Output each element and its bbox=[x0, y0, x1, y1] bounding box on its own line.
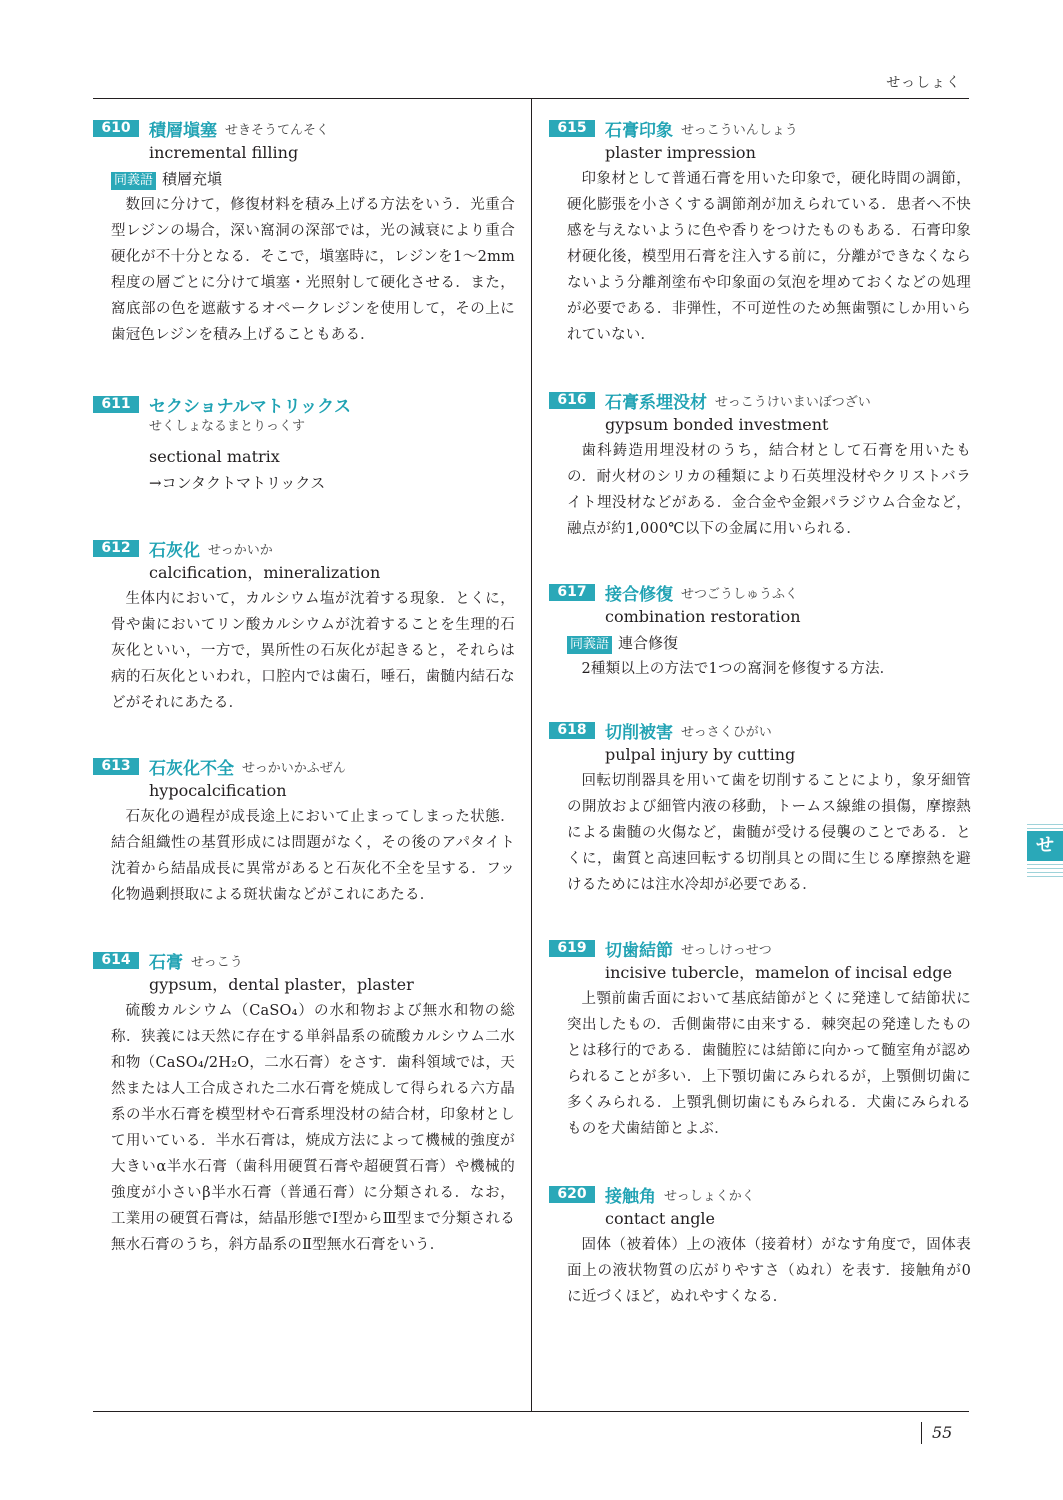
entry-head bbox=[93, 116, 515, 140]
entry-reading: せっしょくかく bbox=[664, 1188, 755, 1204]
entry-number: 616 bbox=[549, 392, 595, 409]
entry-615 bbox=[549, 116, 971, 348]
bottom-rule bbox=[93, 1411, 969, 1412]
entry-head bbox=[549, 936, 971, 960]
synonym-text: 積層充塡 bbox=[162, 170, 223, 188]
entry-618 bbox=[549, 718, 971, 898]
entry-610 bbox=[93, 116, 515, 348]
entry-english: contact angle bbox=[605, 1209, 716, 1228]
entry-body: 歯科鋳造用埋没材のうち，結合材として石膏を用いたもの．耐火材のシリカの種類により石英埋没材やクリストバライト埋没材などがある．金合金や金銀パラジウム合金など，融点が約1,000℃以下の金属に用いられる． bbox=[567, 443, 971, 537]
entry-611 bbox=[93, 392, 515, 496]
entry-616 bbox=[549, 388, 971, 542]
entry-number: 613 bbox=[93, 758, 139, 775]
entry-body: 2種類以上の方法で1つの窩洞を修復する方法． bbox=[581, 661, 895, 677]
entry-term: 接合修復 bbox=[605, 584, 673, 605]
entry-head bbox=[549, 1182, 971, 1206]
entry-term: 石膏系埋没材 bbox=[605, 392, 707, 413]
entry-english: sectional matrix bbox=[149, 447, 280, 466]
left-column bbox=[93, 116, 515, 1296]
cross-reference: →コンタクトマトリックス bbox=[149, 474, 326, 492]
page-number: 55 bbox=[921, 1422, 952, 1444]
entry-english: combination restoration bbox=[605, 607, 801, 626]
entry-reading: せつごうしゅうふく bbox=[681, 586, 799, 602]
entry-term: 積層塡塞 bbox=[149, 120, 217, 141]
entry-614 bbox=[93, 948, 515, 1258]
entry-head bbox=[549, 388, 971, 412]
index-tab-label: せ bbox=[1027, 831, 1063, 861]
entry-reading: せくしょなるまとりっくす bbox=[149, 419, 306, 434]
entry-term: セクショナルマトリックス bbox=[149, 396, 351, 417]
entry-head bbox=[549, 718, 971, 742]
entry-english: calcification，mineralization bbox=[149, 563, 381, 582]
entry-number: 620 bbox=[549, 1186, 595, 1203]
entry-reading: せっかいか bbox=[208, 542, 273, 558]
entry-term: 石灰化不全 bbox=[149, 758, 234, 779]
entry-number: 610 bbox=[93, 120, 139, 137]
entry-body: 数回に分けて，修復材料を積み上げる方法をいう．光重合型レジンの場合，深い窩洞の深部では，光の減衰により重合硬化が不十分となる．そこで，塡塞時に，レジンを1〜2mm程度の層ごとに分けて塡塞・光照射して硬化させる．また，窩底部の色を遮蔽するオペークレジンを使用して，その上に歯冠色レジンを積み上げることもある． bbox=[111, 197, 515, 343]
entry-body: 硫酸カルシウム（CaSO₄）の水和物および無水和物の総称．狭義には天然に存在する単斜晶系の硫酸カルシウム二水和物（CaSO₄/2H₂O，二水石膏）をさす．歯科領域では，天然または人工合成された二水石膏を焼成して得られる六方晶系の半水石膏を模型材や石膏系埋没材の結合材，印象材として用いている．半水石膏は，焼成方法によって機械的強度が大きいα半水石膏（歯科用硬質石膏や超硬質石膏）や機械的強度が小さいβ半水石膏（普通石膏）に分類される．なお，工業用の硬質石膏は，結晶形態でⅠ型からⅢ型まで分類される無水石膏のうち，斜方晶系のⅡ型無水石膏をいう． bbox=[111, 1003, 515, 1253]
entry-head bbox=[93, 392, 515, 416]
entry-reading: せっこう bbox=[191, 954, 243, 970]
entry-613 bbox=[93, 754, 515, 908]
entry-english: gypsum，dental plaster，plaster bbox=[149, 975, 414, 994]
entry-english: incremental filling bbox=[149, 143, 299, 162]
entry-number: 614 bbox=[93, 952, 139, 969]
entry-number: 611 bbox=[93, 396, 139, 413]
entry-number: 617 bbox=[549, 584, 595, 601]
entry-reading: せっさくひがい bbox=[681, 724, 772, 740]
synonym-label: 同義語 bbox=[567, 636, 612, 654]
entry-term: 石膏 bbox=[149, 952, 183, 973]
entry-body: 固体（被着体）上の液体（接着材）がなす角度で，固体表面上の液状物質の広がりやすさ（ぬれ）を表す．接触角が0に近づくほど，ぬれやすくなる． bbox=[567, 1237, 971, 1305]
synonym-text: 連合修復 bbox=[618, 634, 679, 652]
synonym-line bbox=[93, 166, 515, 192]
entry-reading: せっかいかふぜん bbox=[242, 760, 346, 776]
entry-english: gypsum bonded investment bbox=[605, 415, 829, 434]
entry-number: 618 bbox=[549, 722, 595, 739]
entry-head bbox=[549, 116, 971, 140]
running-head: せっしょく bbox=[886, 75, 961, 91]
entry-term: 接触角 bbox=[605, 1186, 656, 1207]
entry-term: 石膏印象 bbox=[605, 120, 673, 141]
entry-english: pulpal injury by cutting bbox=[605, 745, 796, 764]
entry-term: 切歯結節 bbox=[605, 940, 673, 961]
entry-620 bbox=[549, 1182, 971, 1310]
synonym-line bbox=[549, 630, 971, 656]
entry-617 bbox=[549, 580, 971, 682]
synonym-label: 同義語 bbox=[111, 172, 156, 190]
entry-term: 切削被害 bbox=[605, 722, 673, 743]
entry-head bbox=[93, 948, 515, 972]
column-divider bbox=[531, 98, 532, 1412]
entry-number: 619 bbox=[549, 940, 595, 957]
entry-head bbox=[93, 536, 515, 560]
entry-body: 上顎前歯舌面において基底結節がとくに発達して結節状に突出したもの．舌側歯帯に由来する．棘突起の発達したものとは移行的である．歯髄腔には結節に向かって髄室角が認められることが多い．上下顎切歯にみられるが，上顎側切歯に多くみられる．上顎乳側切歯にもみられる．犬歯にみられるものを犬歯結節とよぶ． bbox=[567, 991, 971, 1137]
entry-reading: せっこうけいまいぼつざい bbox=[715, 394, 871, 410]
entry-body: 生体内において，カルシウム塩が沈着する現象．とくに，骨や歯においてリン酸カルシウムが沈着することを生理的石灰化といい，一方で，異所性の石灰化が起きると，それらは病的石灰化といわれ，口腔内では歯石，唾石，歯髄内結石などがそれにあたる． bbox=[111, 591, 515, 711]
index-tab-se bbox=[1027, 821, 1063, 877]
entry-reading: せっしけっせつ bbox=[681, 942, 772, 958]
entry-english: plaster impression bbox=[605, 143, 756, 162]
entry-body: 印象材として普通石膏を用いた印象で，硬化時間の調節，硬化膨張を小さくする調節剤が加えられている．患者へ不快感を与えないように色や香りをつけたものもある．石膏印象材硬化後，模型用石膏を注入する前に，分離ができなくならないよう分離剤塗布や印象面の気泡を埋めておくなどの処理が必要である．非弾性，不可逆性のため無歯顎にしか用いられていない． bbox=[567, 171, 971, 343]
entry-619 bbox=[549, 936, 971, 1142]
entry-body: 石灰化の過程が成長途上において止まってしまった状態．結合組織性の基質形成には問題がなく，その後のアパタイト沈着から結晶成長に異常があると石灰化不全を呈する．フッ化物過剰摂取による斑状歯などがこれにあたる． bbox=[111, 809, 515, 903]
entry-612 bbox=[93, 536, 515, 716]
entry-body: 回転切削器具を用いて歯を切削することにより，象牙細管の開放および細管内液の移動，トームス線維の損傷，摩擦熱による歯髄の火傷など，歯髄が受ける侵襲のことである．とくに，歯質と高速回転する切削具との間に生じる摩擦熱を避けるためには注水冷却が必要である． bbox=[567, 773, 971, 893]
entry-number: 612 bbox=[93, 540, 139, 557]
entry-reading: せっこういんしょう bbox=[681, 122, 798, 138]
right-column bbox=[549, 116, 971, 1348]
entry-head bbox=[549, 580, 971, 604]
entry-english: hypocalcification bbox=[149, 781, 287, 800]
entry-reading: せきそうてんそく bbox=[225, 122, 330, 138]
entry-head bbox=[93, 754, 515, 778]
entry-term: 石灰化 bbox=[149, 540, 200, 561]
entry-english: incisive tubercle，mamelon of incisal edge bbox=[605, 963, 953, 982]
entry-number: 615 bbox=[549, 120, 595, 137]
